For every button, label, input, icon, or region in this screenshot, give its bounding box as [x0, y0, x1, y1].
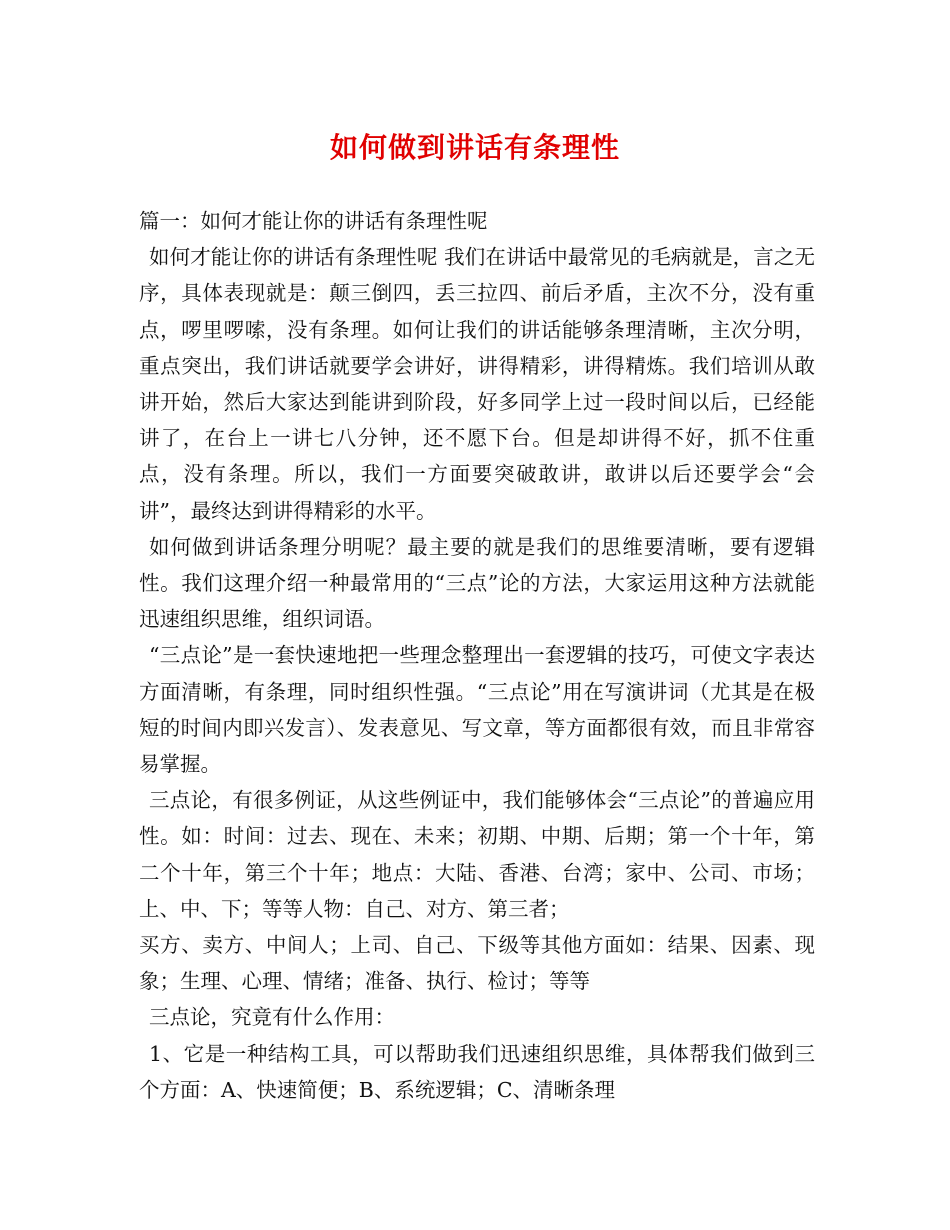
paragraph-how-to: 如何做到讲话条理分明呢？最主要的就是我们的思维要清晰，要有逻辑性。我们这理介绍一种最常用的“三点”论的方法，大家运用这种方法就能迅速组织思维，组织词语。 — [139, 534, 815, 632]
paragraph-purpose-question: 三点论，究竟有什么作用： — [149, 1005, 395, 1030]
section-heading: 篇一：如何才能让你的讲话有条理性呢 — [139, 209, 488, 233]
paragraph-examples: 三点论，有很多例证，从这些例证中，我们能够体会“三点论”的普遍应用性。如：时间：过去、现在、未来；初期、中期、后期；第一个十年，第二个十年，第三个十年；地点：大陆、香港、台湾；家中、公司、市场；上、中、下；等等人物：自己、对方、第三者； — [139, 788, 815, 921]
paragraph-point-one: 1、它是一种结构工具，可以帮助我们迅速组织思维，具体帮我们做到三个方面：A、快速简便；B、系统逻辑；C、清晰条理 — [139, 1041, 815, 1102]
document-body — [139, 203, 815, 1108]
paragraph-examples-continued: 买方、卖方、中间人；上司、自己、下级等其他方面如：结果、因素、现象；生理、心理、情绪；准备、执行、检讨；等等 — [139, 933, 815, 994]
paragraph-three-point-definition: “三点论”是一套快速地把一些理念整理出一套逻辑的技巧，可使文字表达方面清晰，有条理，同时组织性强。“三点论”用在写演讲词（尤其是在极短的时间内即兴发言）、发表意见、写文章，等方面都很有效，而且非常容易掌握。 — [139, 643, 815, 777]
paragraph-intro: 如何才能让你的讲话有条理性呢 我们在讲话中最常见的毛病就是，言之无序，具体表现就是：颠三倒四，丢三拉四、前后矛盾，主次不分，没有重点，啰里啰嗦，没有条理。如何让我们的讲话能够条理清晰，主次分明，重点突出，我们讲话就要学会讲好，讲得精彩，讲得精炼。我们培训从敢讲开始，然后大家达到能讲到阶段，好多同学上过一段时间以后，已经能讲了，在台上一讲七八分钟，还不愿下台。但是却讲得不好，抓不住重点，没有条理。所以，我们一方面要突破敢讲，敢讲以后还要学会“会讲”，最终达到讲得精彩的水平。 — [139, 245, 815, 523]
document-title: 如何做到讲话有条理性 — [329, 131, 620, 164]
